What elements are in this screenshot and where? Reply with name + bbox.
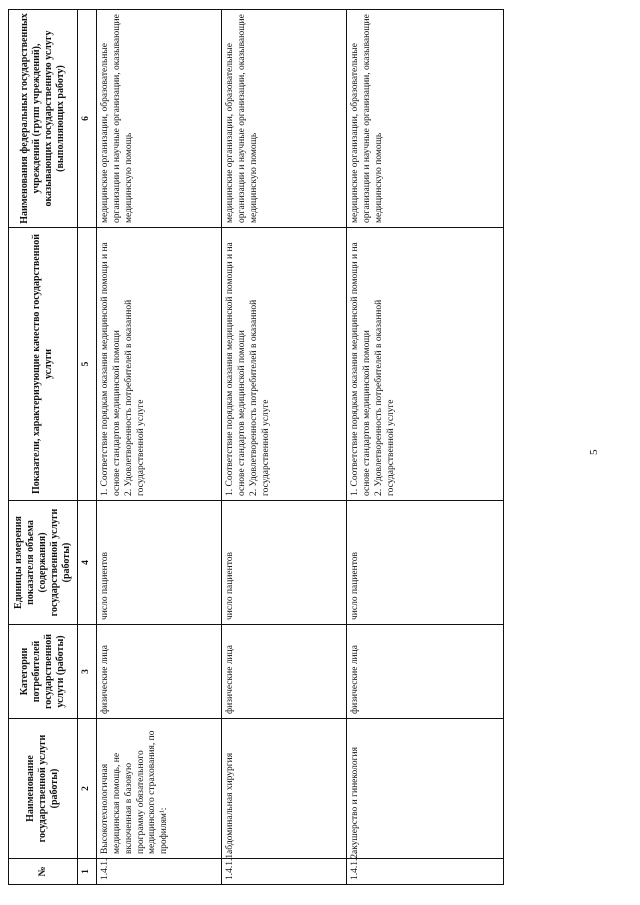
consumer-category: физические лица [346, 625, 503, 719]
page-number: 5 [588, 449, 600, 455]
column-number: 4 [78, 501, 97, 625]
column-number: 6 [78, 10, 97, 228]
header-consumer-categories: Категории потребителей государственной услуги (работы) [9, 625, 78, 719]
row-number: 1.4.1.1. [221, 859, 346, 885]
quality-indicators: 1. Соответствие порядкам оказания медицинской помощи и на основе стандартов медицинской помощи 2. Удовлетворенность потребителей в оказанной государственной услуге [221, 228, 346, 501]
header-service-name: Наименование государственной услуги (работы) [9, 719, 78, 859]
row-number: 1.4.1. [96, 859, 221, 885]
header-volume-units: Единицы измерения показателя объема (содержания) государственной услуги (работы) [9, 501, 78, 625]
institutions: медицинские организации, образовательные организации и научные организации, оказывающие медицинскую помощь [346, 10, 503, 228]
service-name: абдоминальная хирургия [221, 719, 346, 859]
table-row [96, 10, 221, 885]
institutions: медицинские организации, образовательные организации и научные организации, оказывающие медицинскую помощь [96, 10, 221, 228]
consumer-category: физические лица [221, 625, 346, 719]
column-number: 3 [78, 625, 97, 719]
quality-indicators: 1. Соответствие порядкам оказания медицинской помощи и на основе стандартов медицинской помощи 2. Удовлетворенность потребителей в оказанной государственной услуге [346, 228, 503, 501]
service-name: Высокотехнологичная медицинская помощь, не включенная в базовую программу обязательного медицинского страхования, по профилям¹: [96, 719, 221, 859]
header-row [9, 10, 78, 885]
services-table [8, 9, 504, 885]
quality-indicators: 1. Соответствие порядкам оказания медицинской помощи и на основе стандартов медицинской помощи 2. Удовлетворенность потребителей в оказанной государственной услуге [96, 228, 221, 501]
header-institutions: Наименования федеральных государственных учреждений (групп учреждений), оказывающих государственную услугу (выполняющих работу) [9, 10, 78, 228]
table-row [346, 10, 503, 885]
row-number: 1.4.1.2. [346, 859, 503, 885]
volume-unit: число пациентов [346, 501, 503, 625]
table-row [221, 10, 346, 885]
volume-unit: число пациентов [96, 501, 221, 625]
institutions: медицинские организации, образовательные организации и научные организации, оказывающие медицинскую помощь [221, 10, 346, 228]
column-number-row [78, 10, 97, 885]
column-number: 5 [78, 228, 97, 501]
header-number: № [9, 859, 78, 885]
header-quality-indicators: Показатели, характеризующие качество государственной услуги [9, 228, 78, 501]
column-number: 2 [78, 719, 97, 859]
volume-unit: число пациентов [221, 501, 346, 625]
consumer-category: физические лица [96, 625, 221, 719]
column-number: 1 [78, 859, 97, 885]
service-name: акушерство и гинекология [346, 719, 503, 859]
